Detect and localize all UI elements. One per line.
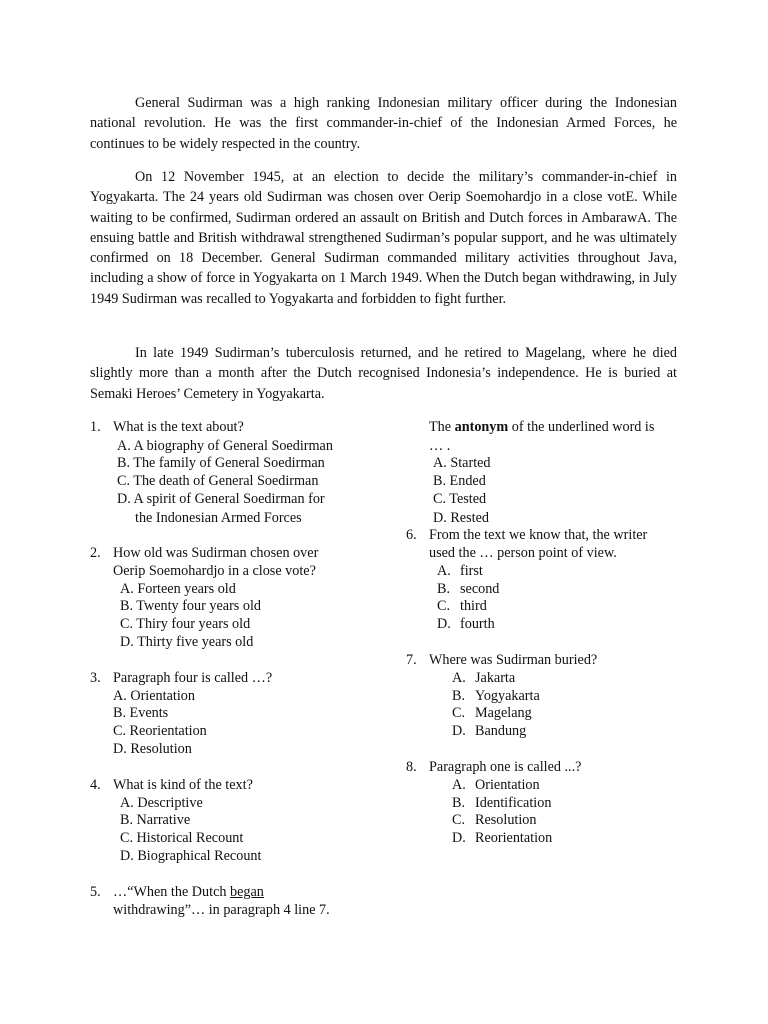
option-c: C. The death of General Soedirman (117, 473, 319, 489)
option-a-letter: A. (452, 777, 466, 793)
option-a: A. Forteen years old (120, 581, 236, 597)
option-c: C. Tested (433, 491, 487, 507)
option-c: C. Historical Recount (120, 830, 244, 846)
option-b: B. Events (113, 705, 169, 721)
question-number: 5. (90, 884, 101, 900)
question-text-line-1 (113, 883, 264, 901)
question-text-line-1: How old was Sudirman chosen over (113, 545, 319, 561)
option-d: D. Thirty five years old (120, 634, 254, 650)
option-a: A. Descriptive (120, 795, 203, 811)
option-a-letter: A. (437, 563, 451, 579)
option-b-letter: B. (452, 795, 466, 811)
option-d-letter: D. (452, 830, 466, 846)
option-b-letter: B. (452, 688, 466, 704)
option-a: Jakarta (475, 670, 516, 686)
question-number: 8. (406, 759, 417, 775)
option-d: D. Resolution (113, 741, 192, 757)
question-text-line-2: withdrawing”… in paragraph 4 line 7. (113, 902, 330, 918)
question-text-line-4: … . (429, 438, 451, 454)
question-number: 2. (90, 545, 101, 561)
option-d: D. Rested (433, 510, 489, 526)
option-a: A. Orientation (113, 688, 195, 704)
passage-paragraph-1: General Sudirman was a high ranking Indonesian military officer during the Indonesian national revolution. He was the first commander-in-chief of the Indonesian Armed Forces, he continues to be widely respected in the country. (90, 95, 677, 152)
passage-paragraph-2: On 12 November 1945, at an election to decide the military’s commander-in-chief in Yogyakarta. The 24 years old Sudirman was chosen over Oerip Soemohardjo in a close votE. While waiting to be confirmed, Sudirman ordered an assault on British and Dutch forces in AmbarawA. The ensuing battle and British withdrawal strengthened Sudirman’s popular support, and he was ultimately confirmed on 18 December. General Sudirman commanded military activities throughout Java, including a show of force in Yogyakarta on 1 March 1949. When the Dutch began withdrawing, in July 1949 Sudirman was recalled to Yogyakarta and forbidden to fight further. (90, 169, 677, 307)
option-d-letter: D. (437, 616, 451, 632)
option-c: Magelang (475, 705, 532, 721)
question-number: 1. (90, 419, 101, 435)
option-d: fourth (460, 616, 495, 632)
option-b-letter: B. (437, 581, 451, 597)
question-number: 7. (406, 652, 417, 668)
option-a: Orientation (475, 777, 540, 793)
question-text: What is the text about? (113, 419, 244, 435)
question-number: 6. (406, 527, 417, 543)
option-d: D. A spirit of General Soedirman for (117, 491, 325, 507)
option-c-letter: C. (452, 812, 466, 828)
question-text-line-2: Oerip Soemohardjo in a close vote? (113, 563, 316, 579)
option-b: B. The family of General Soedirman (117, 455, 325, 471)
option-a: A. A biography of General Soedirman (117, 438, 333, 454)
option-a: first (460, 563, 483, 579)
text-suffix: of the underlined word is (508, 419, 655, 435)
question-text: Where was Sudirman buried? (429, 652, 598, 668)
option-c: C. Thiry four years old (120, 616, 251, 632)
question-text: Paragraph one is called ...? (429, 759, 582, 775)
underlined-word: began (230, 884, 264, 900)
option-c: C. Reorientation (113, 723, 207, 739)
question-number: 4. (90, 777, 101, 793)
option-a: A. Started (433, 455, 491, 471)
option-b: Identification (475, 795, 552, 811)
option-d-continuation: the Indonesian Armed Forces (135, 510, 302, 526)
option-d-letter: D. (452, 723, 466, 739)
option-a-letter: A. (452, 670, 466, 686)
text-prefix: The (429, 419, 455, 435)
option-b: B. Narrative (120, 812, 191, 828)
option-c-letter: C. (437, 598, 451, 614)
option-d: Bandung (475, 723, 527, 739)
option-b: Yogyakarta (475, 688, 540, 704)
question-text: Paragraph four is called …? (113, 670, 273, 686)
question-number: 3. (90, 670, 101, 686)
option-c-letter: C. (452, 705, 466, 721)
option-b: B. Twenty four years old (120, 598, 261, 614)
question-text-line-1: From the text we know that, the writer (429, 527, 648, 543)
option-d: Reorientation (475, 830, 553, 846)
antonym-keyword: antonym (454, 419, 509, 435)
option-c: Resolution (475, 812, 537, 828)
question-text: What is kind of the text? (113, 777, 253, 793)
passage-paragraph-3: In late 1949 Sudirman’s tuberculosis returned, and he retired to Magelang, where he died slightly more than a month after the Dutch recognised Indonesia’s independence. He is buried at Semaki Heroes’ Cemetery in Yogyakarta. (90, 345, 677, 402)
question-text-line-3 (429, 418, 654, 436)
quote-prefix: …“When the Dutch (113, 884, 231, 900)
question-text-line-2: used the … person point of view. (429, 545, 617, 561)
option-d: D. Biographical Recount (120, 848, 262, 864)
option-c: third (460, 598, 487, 614)
option-b: B. Ended (433, 473, 486, 489)
option-b: second (460, 581, 500, 597)
